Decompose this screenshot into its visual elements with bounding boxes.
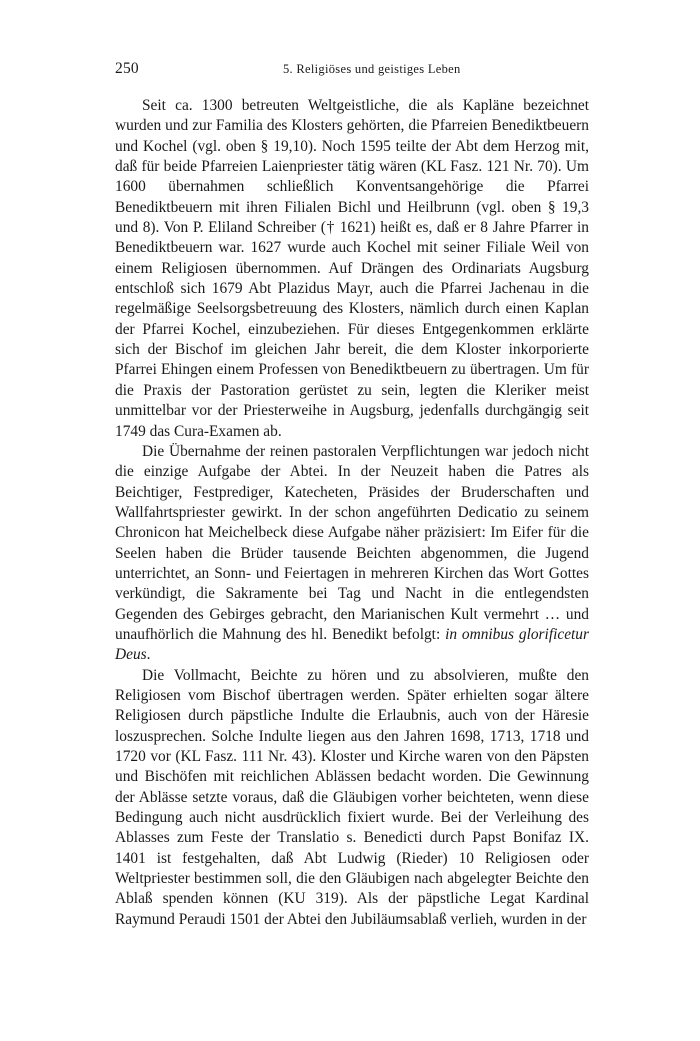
- paragraph-2: [115, 442, 589, 666]
- page-number: 250: [115, 60, 139, 77]
- paragraph-1-text: Seit ca. 1300 betreuten Weltgeistliche, die als Kapläne bezeichnet wurden und zur Familia des Klosters gehörten, die Pfarreien Benediktbeuern und Kochel (vgl. oben § 19,10). Noch 1595 teilte der Abt dem Herzog mit, daß für beide Pfarreien Laienpriester tätig wären (KL Fasz. 121 Nr. 70). Um 1600 übernahmen schließlich Konventsangehörige die Pfarrei Benediktbeuern mit ihren Filialen Bichl und Heilbrunn (vgl. oben § 19,3 und 8). Von P. Eliland Schreiber († 1621) heißt es, daß er 8 Jahre Pfarrer in Benediktbeuern war. 1627 wurde auch Kochel mit seiner Filiale Weil von einem Religiosen übernommen. Auf Drängen des Ordinariats Augsburg entschloß sich 1679 Abt Plazidus Mayr, auch die Pfarrei Jachenau in die regelmäßige Seelsorgsbetreuung des Klosters, nämlich durch einen Kaplan der Pfarrei Kochel, einzubeziehen. Für dieses Entgegenkommen erklärte sich der Bischof im gleichen Jahr bereit, die dem Kloster inkorporierte Pfarrei Ehingen einem Professen von Benediktbeuern zu übertragen. Um für die Praxis der Pastoration gerüstet zu sein, legten die Kleriker meist unmittelbar vor der Priesterweihe in Augsburg, jedenfalls durchgängig seit 1749 das Cura-Examen ab.: [115, 97, 589, 440]
- paragraph-2-end: .: [146, 646, 151, 664]
- paragraph-2-text: Die Übernahme der reinen pastoralen Verpflichtungen war jedoch nicht die einzige Aufgabe der Abtei. In der Neuzeit haben die Patres als Beichtiger, Festprediger, Katecheten, Präsides der Bruderschaften und Wallfahrtspriester gewirkt. In der schon angeführten Dedicatio zu seinem Chronicon hat Meichelbeck diese Aufgabe näher präzisiert: Im Eifer für die Seelen haben die Brüder tausende Beichten abgenommen, die Jugend unterrichtet, an Sonn- und Feiertagen in mehreren Kirchen das Wort Gottes verkündigt, die Sakramente bei Tag und Nacht in die entlegendsten Gegenden des Gebirges gebracht, den Marianischen Kult vermehrt … und unaufhörlich die Mahnung des hl. Benedikt befolgt:: [115, 442, 589, 643]
- paragraph-3-text: Die Vollmacht, Beichte zu hören und zu absolvieren, mußte den Religiosen vom Bischof übertragen werden. Später erhielten sogar ältere Religiosen durch päpstliche Indulte die Erlaubnis, auch von der Häresie loszusprechen. Solche Indulte liegen aus den Jahren 1698, 1713, 1718 und 1720 vor (KL Fasz. 111 Nr. 43). Kloster und Kirche waren von den Päpsten und Bischöfen mit reichlichen Ablässen bedacht worden. Die Gewinnung der Ablässe setzte voraus, daß die Gläubigen vorher beichteten, wenn diese Bedingung auch nicht ausdrücklich fixiert wurde. Bei der Verleihung des Ablasses zum Feste der Translatio s. Benedicti durch Papst Bonifaz IX. 1401 ist festgehalten, daß Abt Ludwig (Rieder) 10 Religiosen oder Weltpriester bestimmen soll, die den Gläubigen nach abgelegter Beichte den Ablaß spenden können (KU 319). Als der päpstliche Legat Kardinal Raymund Peraudi 1501 der Abtei den Jubiläumsablaß verlieh, wurden in der: [115, 666, 589, 928]
- latin-quote: in omnibus glorificetur Deus: [115, 625, 589, 664]
- page-header: [115, 60, 589, 80]
- paragraph-3: [115, 666, 589, 930]
- running-title: 5. Religiöses und geistiges Leben: [283, 62, 461, 76]
- paragraph-1: [115, 96, 589, 442]
- body-text: [115, 96, 589, 930]
